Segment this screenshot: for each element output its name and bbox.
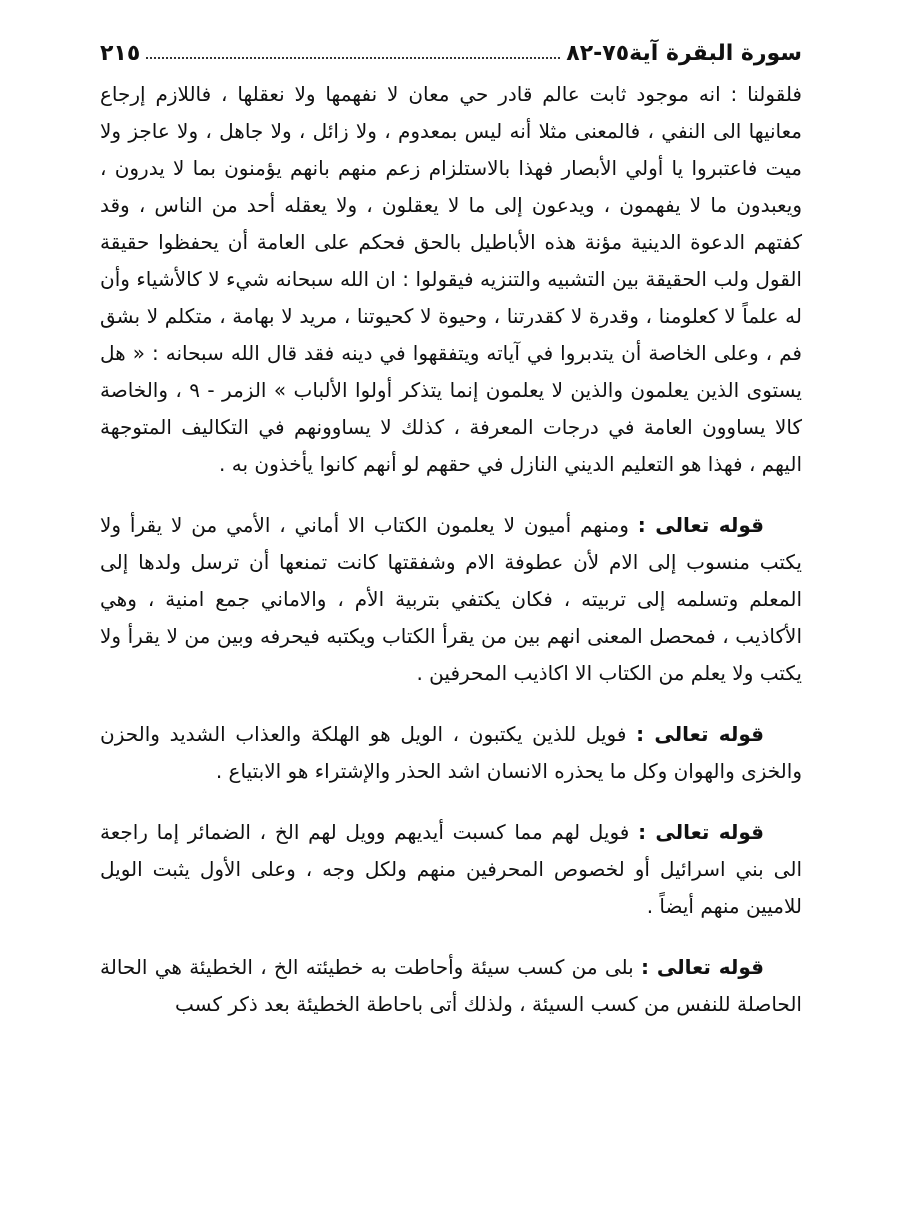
- header-dotted-leader: [146, 56, 560, 59]
- paragraph-4-lead: قوله تعالى :: [638, 820, 765, 844]
- paragraph-3-text: فويل للذين يكتبون ، الويل هو الهلكة والعذاب الشديد والحزن والخزى والهوان وكل ما يحذره الانسان اشد الحذر والإشتراء هو الابتياع .: [100, 722, 802, 783]
- paragraph-1-text: فلقولنا : انه موجود ثابت عالم قادر حي معان لا نفهمها ولا نعقلها ، فاللازم إرجاع معانيها الى النفي ، فالمعنى مثلا أنه ليس بمعدوم ، ولا زائل ، ولا جاهل ، ولا عاجز ولا ميت فاعتبروا يا أولي الأبصار فهذا بالاستلزام زعم منهم بانهم يؤمنون بما لا يدرون ، ويعبدون ما لا يفهمون ، ويدعون إلى ما لا يعقلون ، ولا يعقله أحد من الناس ، وقد كفتهم الدعوة الدينية مؤنة هذه الأباطيل بالحق فحكم على العامة أن يحفظوا حقيقة القول ولب الحقيقة بين التشبيه والتنزيه فيقولوا : ان الله سبحانه شيء لا كالأشياء وأن له علماً لا كعلومنا ، وقدرة لا كقدرتنا ، وحيوة لا كحيوتنا ، مريد لا بهامة ، متكلم لا بشق فم ، وعلى الخاصة أن يتدبروا في آياته ويتفقهوا في دينه فقد قال الله سبحانه : « هل يستوى الذين يعلمون والذين لا يعلمون إنما يتذكر أولوا الألباب » الزمر - ٩ ، والخاصة كالا يساوون العامة في درجات المعرفة ، كذلك لا يساوونهم في التكاليف المتوجهة اليهم ، فهذا هو التعليم الديني النازل في حقهم لو أنهم كانوا يأخذون به .: [100, 82, 803, 476]
- page-number: ٢١٥: [100, 41, 141, 66]
- paragraph-5-text: بلى من كسب سيئة وأحاطت به خطيئته الخ ، الخطيئة هي الحالة الحاصلة للنفس من كسب السيئة ، ولذلك أتى باحاطة الخطيئة بعد ذكر كسب: [100, 955, 802, 1016]
- paragraph-4: [100, 814, 802, 925]
- paragraph-5-lead: قوله تعالى :: [640, 955, 765, 979]
- commentary-body: [100, 76, 802, 1047]
- paragraph-2: [100, 507, 802, 692]
- paragraph-3-lead: قوله تعالى :: [636, 722, 764, 746]
- paragraph-2-lead: قوله تعالى :: [637, 513, 765, 537]
- paragraph-3: [100, 716, 802, 790]
- paragraph-2-text: ومنهم أميون لا يعلمون الكتاب الا أماني ، الأمي من لا يقرأ ولا يكتب منسوب إلى الام لأن عطوفة الام وشفقتها كانت تمنعها أن ترسل ولدها إلى المعلم وتسلمه إلى تربيته ، فكان يكتفي بتربية الأم ، والاماني جمع امنية ، وهي الأكاذيب ، فمحصل المعنى انهم بين من يقرأ الكتاب ويكتبه فيحرفه وبين من لا يقرأ ولا يكتب ولا يعلم من الكتاب الا اكاذيب المحرفين .: [100, 513, 802, 685]
- paragraph-4-text: فويل لهم مما كسبت أيديهم وويل لهم الخ ، الضمائر إما راجعة الى بني اسرائيل أو لخصوص المحرفين منهم ولكل وجه ، وعلى الأول يثبت الويل للاميين منهم أيضاً .: [100, 820, 802, 918]
- paragraph-1: [100, 76, 802, 483]
- running-header: [100, 36, 802, 66]
- surah-title: سورة البقرة آية٧٥-٨٢: [566, 41, 802, 66]
- paragraph-5: [100, 949, 802, 1023]
